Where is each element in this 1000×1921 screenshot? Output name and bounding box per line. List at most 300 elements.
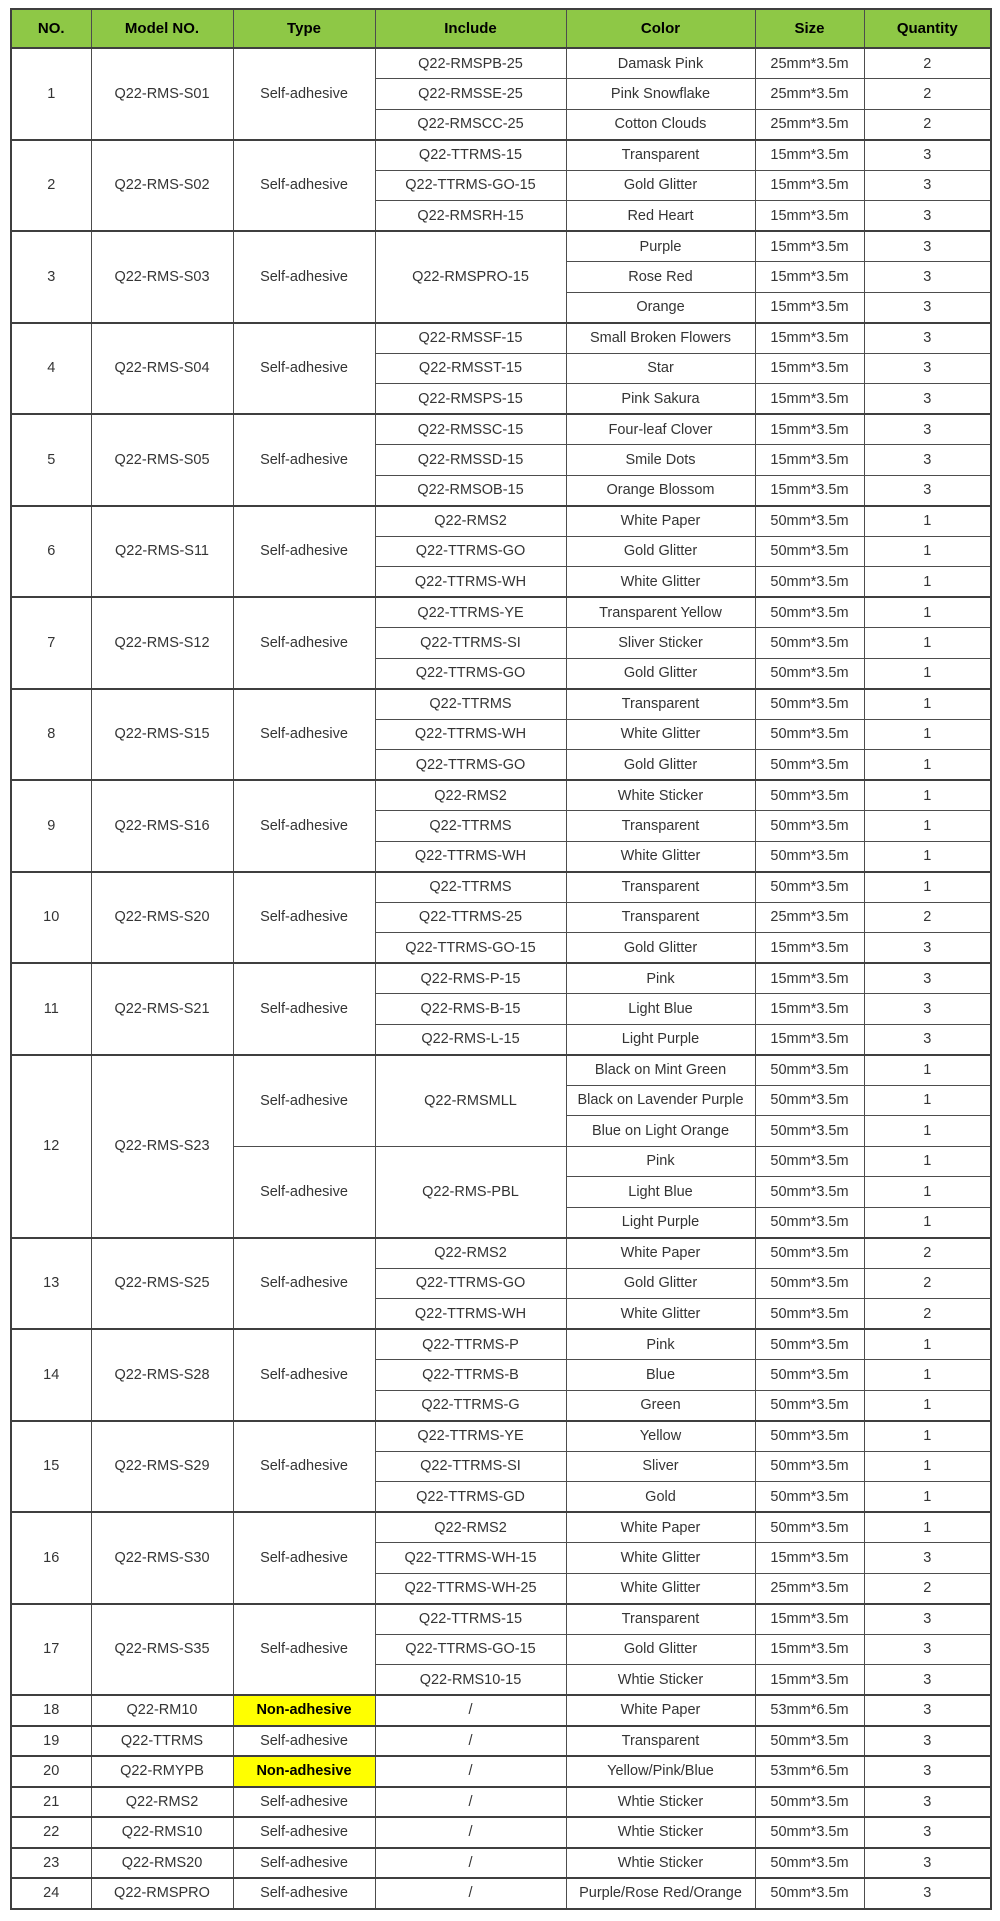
cell-include: Q22-TTRMS-GO-15 [375,1634,566,1665]
cell-quantity: 3 [864,1665,991,1696]
cell-model: Q22-RMS20 [91,1848,233,1879]
cell-size: 50mm*3.5m [755,1451,864,1482]
cell-size: 15mm*3.5m [755,140,864,171]
cell-color: Whtie Sticker [566,1848,755,1879]
cell-color: Sliver Sticker [566,628,755,659]
table-row [11,963,991,994]
cell-color: White Paper [566,1695,755,1726]
cell-size: 50mm*3.5m [755,719,864,750]
cell-include: Q22-TTRMS-WH [375,841,566,872]
table-row [11,1695,991,1726]
cell-no: 13 [11,1238,91,1330]
cell-size: 15mm*3.5m [755,414,864,445]
cell-quantity: 2 [864,902,991,933]
cell-no: 24 [11,1878,91,1909]
table-header [11,9,991,48]
cell-quantity: 3 [864,963,991,994]
cell-quantity: 3 [864,1848,991,1879]
table-row [11,140,991,171]
cell-quantity: 2 [864,1299,991,1330]
cell-model: Q22-RMSPRO [91,1878,233,1909]
cell-quantity: 1 [864,536,991,567]
cell-include: Q22-RMS-PBL [375,1146,566,1238]
cell-color: Transparent [566,140,755,171]
cell-size: 50mm*3.5m [755,536,864,567]
cell-no: 6 [11,506,91,598]
cell-quantity: 2 [864,1573,991,1604]
cell-include: Q22-RMS2 [375,780,566,811]
cell-no: 5 [11,414,91,506]
cell-color: Star [566,353,755,384]
cell-color: Transparent [566,1604,755,1635]
cell-quantity: 1 [864,1207,991,1238]
cell-model: Q22-RMS10 [91,1817,233,1848]
cell-model: Q22-RMS2 [91,1787,233,1818]
cell-include: / [375,1726,566,1757]
cell-quantity: 1 [864,1085,991,1116]
header-row [11,9,991,48]
cell-quantity: 1 [864,658,991,689]
cell-include: Q22-TTRMS-YE [375,597,566,628]
cell-type: Self-adhesive [233,414,375,506]
cell-quantity: 3 [864,1817,991,1848]
cell-include: Q22-RMSMLL [375,1055,566,1147]
cell-size: 15mm*3.5m [755,292,864,323]
cell-size: 15mm*3.5m [755,963,864,994]
cell-size: 50mm*3.5m [755,1726,864,1757]
product-table-container [10,8,992,1910]
cell-color: Yellow/Pink/Blue [566,1756,755,1787]
cell-quantity: 1 [864,719,991,750]
cell-quantity: 1 [864,841,991,872]
cell-no: 9 [11,780,91,872]
table-row [11,1329,991,1360]
table-row [11,1512,991,1543]
table-row [11,1787,991,1818]
cell-color: Light Blue [566,994,755,1025]
cell-type: Self-adhesive [233,1329,375,1421]
cell-include: Q22-TTRMS-WH [375,719,566,750]
cell-color: Gold Glitter [566,750,755,781]
cell-include: Q22-TTRMS-SI [375,628,566,659]
cell-type: Non-adhesive [233,1695,375,1726]
cell-color: Orange Blossom [566,475,755,506]
table-row [11,872,991,903]
cell-model: Q22-RMS-S23 [91,1055,233,1238]
cell-quantity: 3 [864,933,991,964]
cell-include: / [375,1878,566,1909]
cell-color: White Paper [566,1512,755,1543]
cell-color: Pink [566,1329,755,1360]
cell-color: Gold Glitter [566,1268,755,1299]
cell-size: 15mm*3.5m [755,475,864,506]
cell-quantity: 1 [864,1055,991,1086]
cell-color: Sliver [566,1451,755,1482]
cell-quantity: 3 [864,170,991,201]
cell-color: Blue [566,1360,755,1391]
cell-quantity: 3 [864,323,991,354]
cell-color: White Glitter [566,719,755,750]
cell-include: Q22-TTRMS-GO [375,1268,566,1299]
cell-color: White Paper [566,506,755,537]
cell-type: Self-adhesive [233,140,375,232]
cell-quantity: 1 [864,780,991,811]
cell-type: Self-adhesive [233,872,375,964]
cell-color: Purple [566,231,755,262]
cell-quantity: 3 [864,994,991,1025]
cell-size: 50mm*3.5m [755,1482,864,1513]
table-row [11,1055,991,1086]
cell-include: Q22-TTRMS-YE [375,1421,566,1452]
cell-quantity: 1 [864,1116,991,1147]
table-row [11,506,991,537]
cell-size: 50mm*3.5m [755,872,864,903]
cell-no: 11 [11,963,91,1055]
cell-color: Smile Dots [566,445,755,476]
cell-quantity: 2 [864,1238,991,1269]
cell-type: Self-adhesive [233,1878,375,1909]
cell-color: White Paper [566,1238,755,1269]
cell-quantity: 3 [864,445,991,476]
cell-include: Q22-RMSSC-15 [375,414,566,445]
cell-size: 50mm*3.5m [755,1787,864,1818]
cell-include: Q22-TTRMS [375,872,566,903]
cell-size: 25mm*3.5m [755,79,864,110]
cell-type: Self-adhesive [233,1238,375,1330]
cell-size: 50mm*3.5m [755,597,864,628]
cell-size: 50mm*3.5m [755,1390,864,1421]
cell-size: 50mm*3.5m [755,1268,864,1299]
table-row [11,414,991,445]
cell-color: White Glitter [566,841,755,872]
cell-color: Whtie Sticker [566,1817,755,1848]
cell-model: Q22-TTRMS [91,1726,233,1757]
cell-color: Transparent [566,872,755,903]
cell-model: Q22-RMS-S35 [91,1604,233,1696]
cell-quantity: 3 [864,1787,991,1818]
cell-size: 50mm*3.5m [755,1207,864,1238]
cell-include: Q22-RMSPRO-15 [375,231,566,323]
cell-include: Q22-TTRMS-GO-15 [375,933,566,964]
cell-include: Q22-RMSCC-25 [375,109,566,140]
cell-color: Green [566,1390,755,1421]
cell-color: Transparent [566,811,755,842]
cell-type: Self-adhesive [233,689,375,781]
cell-no: 10 [11,872,91,964]
cell-model: Q22-RMS-S21 [91,963,233,1055]
cell-color: White Glitter [566,1543,755,1574]
cell-include: / [375,1848,566,1879]
cell-size: 50mm*3.5m [755,1817,864,1848]
table-row [11,323,991,354]
cell-no: 8 [11,689,91,781]
cell-color: Transparent [566,1726,755,1757]
cell-include: Q22-TTRMS-GO [375,750,566,781]
cell-quantity: 3 [864,231,991,262]
cell-color: Orange [566,292,755,323]
cell-model: Q22-RMS-S12 [91,597,233,689]
cell-size: 25mm*3.5m [755,902,864,933]
table-row [11,231,991,262]
column-header-model: Model NO. [91,9,233,48]
cell-model: Q22-RMS-S28 [91,1329,233,1421]
cell-size: 15mm*3.5m [755,1024,864,1055]
cell-size: 15mm*3.5m [755,1634,864,1665]
cell-no: 19 [11,1726,91,1757]
cell-size: 50mm*3.5m [755,1421,864,1452]
table-row [11,1421,991,1452]
table-row [11,48,991,79]
cell-include: Q22-TTRMS-WH-15 [375,1543,566,1574]
cell-size: 15mm*3.5m [755,1665,864,1696]
column-header-color: Color [566,9,755,48]
cell-color: Pink [566,1146,755,1177]
cell-color: Gold Glitter [566,536,755,567]
cell-size: 15mm*3.5m [755,994,864,1025]
cell-model: Q22-RMS-S16 [91,780,233,872]
cell-no: 14 [11,1329,91,1421]
cell-include: Q22-RMS-P-15 [375,963,566,994]
cell-model: Q22-RMYPB [91,1756,233,1787]
cell-include: Q22-TTRMS [375,811,566,842]
cell-include: Q22-RMS2 [375,506,566,537]
cell-quantity: 1 [864,1177,991,1208]
cell-size: 15mm*3.5m [755,353,864,384]
cell-include: Q22-RMSOB-15 [375,475,566,506]
cell-model: Q22-RMS-S03 [91,231,233,323]
cell-no: 15 [11,1421,91,1513]
cell-type: Self-adhesive [233,1055,375,1147]
cell-include: Q22-RMS2 [375,1238,566,1269]
cell-quantity: 2 [864,48,991,79]
cell-quantity: 3 [864,140,991,171]
cell-type: Self-adhesive [233,1848,375,1879]
cell-include: Q22-RMSRH-15 [375,201,566,232]
cell-model: Q22-RMS-S11 [91,506,233,598]
cell-color: Four-leaf Clover [566,414,755,445]
cell-no: 4 [11,323,91,415]
cell-no: 18 [11,1695,91,1726]
column-header-quantity: Quantity [864,9,991,48]
cell-include: Q22-TTRMS-SI [375,1451,566,1482]
cell-include: Q22-TTRMS-G [375,1390,566,1421]
cell-color: Pink Sakura [566,384,755,415]
cell-include: Q22-TTRMS-GO-15 [375,170,566,201]
cell-quantity: 1 [864,750,991,781]
cell-size: 50mm*3.5m [755,689,864,720]
cell-color: Transparent [566,689,755,720]
cell-include: Q22-TTRMS-15 [375,140,566,171]
cell-size: 53mm*6.5m [755,1695,864,1726]
cell-quantity: 1 [864,597,991,628]
cell-no: 16 [11,1512,91,1604]
cell-size: 25mm*3.5m [755,1573,864,1604]
cell-size: 50mm*3.5m [755,1299,864,1330]
cell-color: Cotton Clouds [566,109,755,140]
cell-quantity: 2 [864,1268,991,1299]
cell-quantity: 3 [864,1024,991,1055]
cell-color: Red Heart [566,201,755,232]
cell-color: Whtie Sticker [566,1787,755,1818]
cell-quantity: 3 [864,414,991,445]
cell-model: Q22-RMS-S05 [91,414,233,506]
cell-size: 25mm*3.5m [755,48,864,79]
cell-include: Q22-RMSPS-15 [375,384,566,415]
cell-include: Q22-TTRMS [375,689,566,720]
cell-size: 15mm*3.5m [755,170,864,201]
cell-quantity: 1 [864,1146,991,1177]
cell-quantity: 2 [864,79,991,110]
cell-size: 15mm*3.5m [755,1604,864,1635]
cell-color: Purple/Rose Red/Orange [566,1878,755,1909]
cell-model: Q22-RM10 [91,1695,233,1726]
cell-color: Whtie Sticker [566,1665,755,1696]
cell-type: Self-adhesive [233,323,375,415]
column-header-no: NO. [11,9,91,48]
cell-size: 50mm*3.5m [755,1848,864,1879]
cell-color: White Glitter [566,567,755,598]
cell-include: Q22-TTRMS-15 [375,1604,566,1635]
cell-model: Q22-RMS-S01 [91,48,233,140]
table-row [11,1604,991,1635]
cell-color: Light Purple [566,1207,755,1238]
table-row [11,1878,991,1909]
cell-quantity: 1 [864,1482,991,1513]
cell-size: 50mm*3.5m [755,628,864,659]
cell-size: 15mm*3.5m [755,384,864,415]
cell-color: Black on Mint Green [566,1055,755,1086]
cell-include: Q22-TTRMS-WH-25 [375,1573,566,1604]
cell-quantity: 1 [864,811,991,842]
cell-color: White Glitter [566,1573,755,1604]
cell-no: 17 [11,1604,91,1696]
cell-quantity: 3 [864,292,991,323]
cell-no: 12 [11,1055,91,1238]
cell-model: Q22-RMS-S25 [91,1238,233,1330]
cell-quantity: 1 [864,872,991,903]
cell-model: Q22-RMS-S29 [91,1421,233,1513]
product-table [10,8,992,1910]
cell-type: Self-adhesive [233,780,375,872]
cell-size: 50mm*3.5m [755,750,864,781]
cell-size: 50mm*3.5m [755,1177,864,1208]
cell-type: Self-adhesive [233,1146,375,1238]
cell-type: Self-adhesive [233,506,375,598]
table-row [11,1726,991,1757]
cell-size: 25mm*3.5m [755,109,864,140]
cell-type: Self-adhesive [233,1604,375,1696]
cell-quantity: 3 [864,1634,991,1665]
cell-model: Q22-RMS-S30 [91,1512,233,1604]
cell-color: Light Blue [566,1177,755,1208]
cell-type: Self-adhesive [233,1787,375,1818]
cell-color: Rose Red [566,262,755,293]
cell-model: Q22-RMS-S02 [91,140,233,232]
cell-quantity: 1 [864,1329,991,1360]
cell-include: Q22-RMS-B-15 [375,994,566,1025]
cell-include: Q22-TTRMS-GO [375,536,566,567]
cell-include: / [375,1787,566,1818]
cell-quantity: 2 [864,109,991,140]
cell-color: Pink [566,963,755,994]
cell-quantity: 1 [864,1451,991,1482]
cell-no: 7 [11,597,91,689]
cell-include: Q22-RMSSE-25 [375,79,566,110]
cell-quantity: 1 [864,1421,991,1452]
cell-model: Q22-RMS-S04 [91,323,233,415]
cell-type: Self-adhesive [233,963,375,1055]
table-row [11,1756,991,1787]
cell-include: Q22-RMSSF-15 [375,323,566,354]
cell-size: 15mm*3.5m [755,323,864,354]
cell-type: Non-adhesive [233,1756,375,1787]
cell-quantity: 3 [864,1604,991,1635]
cell-quantity: 3 [864,1695,991,1726]
cell-no: 2 [11,140,91,232]
cell-quantity: 1 [864,1360,991,1391]
cell-no: 3 [11,231,91,323]
cell-size: 50mm*3.5m [755,1085,864,1116]
cell-color: Gold Glitter [566,1634,755,1665]
cell-no: 23 [11,1848,91,1879]
cell-color: White Glitter [566,1299,755,1330]
cell-quantity: 3 [864,262,991,293]
cell-size: 50mm*3.5m [755,1329,864,1360]
cell-size: 50mm*3.5m [755,658,864,689]
cell-quantity: 1 [864,1512,991,1543]
cell-size: 50mm*3.5m [755,811,864,842]
cell-color: Black on Lavender Purple [566,1085,755,1116]
cell-include: Q22-RMS2 [375,1512,566,1543]
cell-quantity: 1 [864,1390,991,1421]
cell-type: Self-adhesive [233,597,375,689]
cell-quantity: 1 [864,567,991,598]
cell-quantity: 1 [864,628,991,659]
cell-quantity: 3 [864,1878,991,1909]
cell-size: 53mm*6.5m [755,1756,864,1787]
cell-size: 50mm*3.5m [755,506,864,537]
cell-size: 50mm*3.5m [755,1146,864,1177]
table-row [11,1848,991,1879]
cell-include: Q22-TTRMS-WH [375,567,566,598]
cell-quantity: 1 [864,689,991,720]
cell-type: Self-adhesive [233,231,375,323]
cell-include: Q22-RMSSD-15 [375,445,566,476]
cell-quantity: 3 [864,475,991,506]
cell-include: Q22-RMS10-15 [375,1665,566,1696]
cell-quantity: 3 [864,1726,991,1757]
cell-quantity: 3 [864,1543,991,1574]
cell-quantity: 3 [864,353,991,384]
cell-size: 15mm*3.5m [755,445,864,476]
cell-color: Damask Pink [566,48,755,79]
cell-model: Q22-RMS-S15 [91,689,233,781]
cell-type: Self-adhesive [233,1421,375,1513]
cell-type: Self-adhesive [233,1512,375,1604]
column-header-size: Size [755,9,864,48]
cell-size: 15mm*3.5m [755,201,864,232]
cell-include: Q22-RMSPB-25 [375,48,566,79]
table-row [11,597,991,628]
cell-no: 22 [11,1817,91,1848]
cell-include: / [375,1695,566,1726]
cell-size: 50mm*3.5m [755,780,864,811]
cell-color: White Sticker [566,780,755,811]
table-body [11,48,991,1909]
cell-size: 50mm*3.5m [755,1055,864,1086]
cell-size: 50mm*3.5m [755,567,864,598]
cell-color: Pink Snowflake [566,79,755,110]
